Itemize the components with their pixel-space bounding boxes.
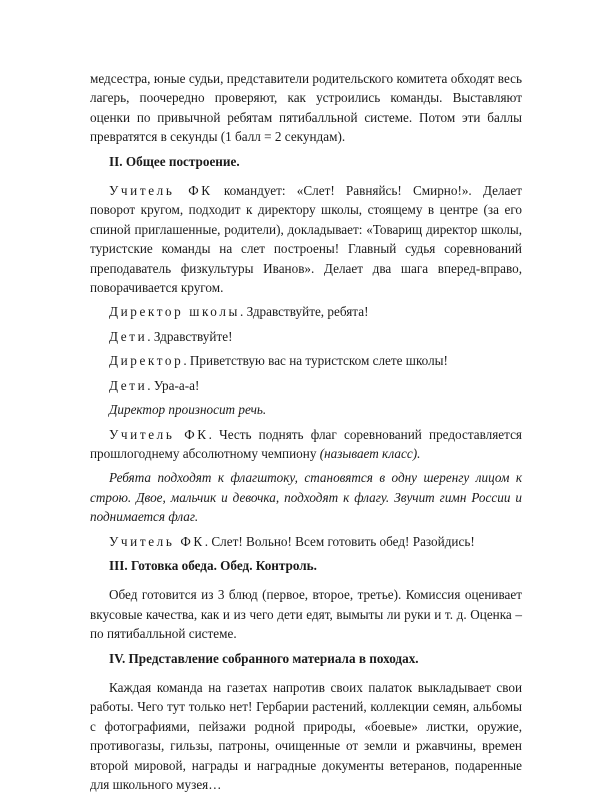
paragraph-text: . Ура-а-а! — [147, 377, 200, 393]
speaker-label: Учитель ФК — [109, 533, 205, 549]
stage-direction-flag: Ребята подходят к флагштоку, становятся в одну шеренгу лицом к строю. Двое, мальчик и девочка, подходят к флагу. Звучит гимн России и поднимается флаг. — [90, 470, 522, 525]
paragraph-text: . Здравствуйте! — [147, 328, 233, 344]
paragraph-text: . Честь поднять флаг соревнований предоставляется прошлогоднему абсолютному чемпиону — [90, 426, 522, 461]
paragraph-text: . Слет! Вольно! Всем готовить обед! Разойдись! — [204, 533, 475, 549]
paragraph-text: . Приветствую вас на туристском слете школы! — [183, 353, 448, 369]
speaker-label: Учитель ФК — [109, 426, 209, 442]
section-3-paragraph: Обед готовится из 3 блюд (первое, второе, третье). Комиссия оценивает вкусовые качества, как и из чего дети едят, вымыты ли руки и т. д. Оценка – по пятибалльной системе. — [90, 587, 522, 642]
section-2-paragraph-3 — [90, 327, 522, 346]
section-2-paragraph-4 — [90, 351, 522, 370]
speaker-label: Дети — [109, 328, 148, 344]
paragraph-text: . Здравствуйте, ребята! — [239, 304, 369, 320]
section-2-paragraph-9 — [90, 532, 522, 551]
intro-paragraph: медсестра, юные судьи, представители родительского комитета обходят весь лагерь, поочередно проверяют, как устроились команды. Выставляют оценки по привычной ребятам пятибалльной системе. Потом эти баллы превратятся в секунды (1 балл = 2 секундам). — [90, 71, 522, 145]
speaker-label: Директор школы — [109, 304, 240, 320]
paragraph-italic-note: (называет класс). — [319, 445, 421, 461]
section-2-paragraph-1 — [90, 181, 522, 297]
section-2-heading: II. Общее построение. — [109, 153, 240, 169]
paragraph-text: командует: «Слет! Равняйсь! Смирно!». Делает поворот кругом, подходит к директору школы, стоящему в центре (за его спиной приглашенные, родители), докладывает: «Товарищ директор школы, туристские команды на слет построены! Главный судья соревнований преподаватель физкультуры Иванов». Делает два шага вперед-вправо, поворачивается кругом. — [90, 183, 522, 296]
speaker-label: Дети — [109, 377, 148, 393]
section-2-paragraph-2 — [90, 302, 522, 321]
speaker-label: Учитель ФК — [109, 183, 213, 199]
document-page — [90, 69, 522, 799]
section-2-paragraph-7 — [90, 425, 522, 464]
section-2-paragraph-5 — [90, 376, 522, 395]
section-4-paragraph: Каждая команда на газетах напротив своих палаток выкладывает свои работы. Чего тут только нет! Гербарии растений, коллекции семян, альбомы с фотографиями, пейзажи родной природы, «боевые» листки, оружие, противогазы, гильзы, патроны, очищенные от земли и ржавчины, времен второй мировой, награды и наградные документы ветеранов, подаренные для школьного музея… — [90, 679, 522, 792]
section-4-heading: IV. Представление собранного материала в походах. — [109, 650, 419, 666]
section-3-heading: III. Готовка обеда. Обед. Контроль. — [109, 557, 317, 573]
stage-direction: Директор произносит речь. — [109, 402, 267, 418]
speaker-label: Директор — [109, 353, 184, 369]
